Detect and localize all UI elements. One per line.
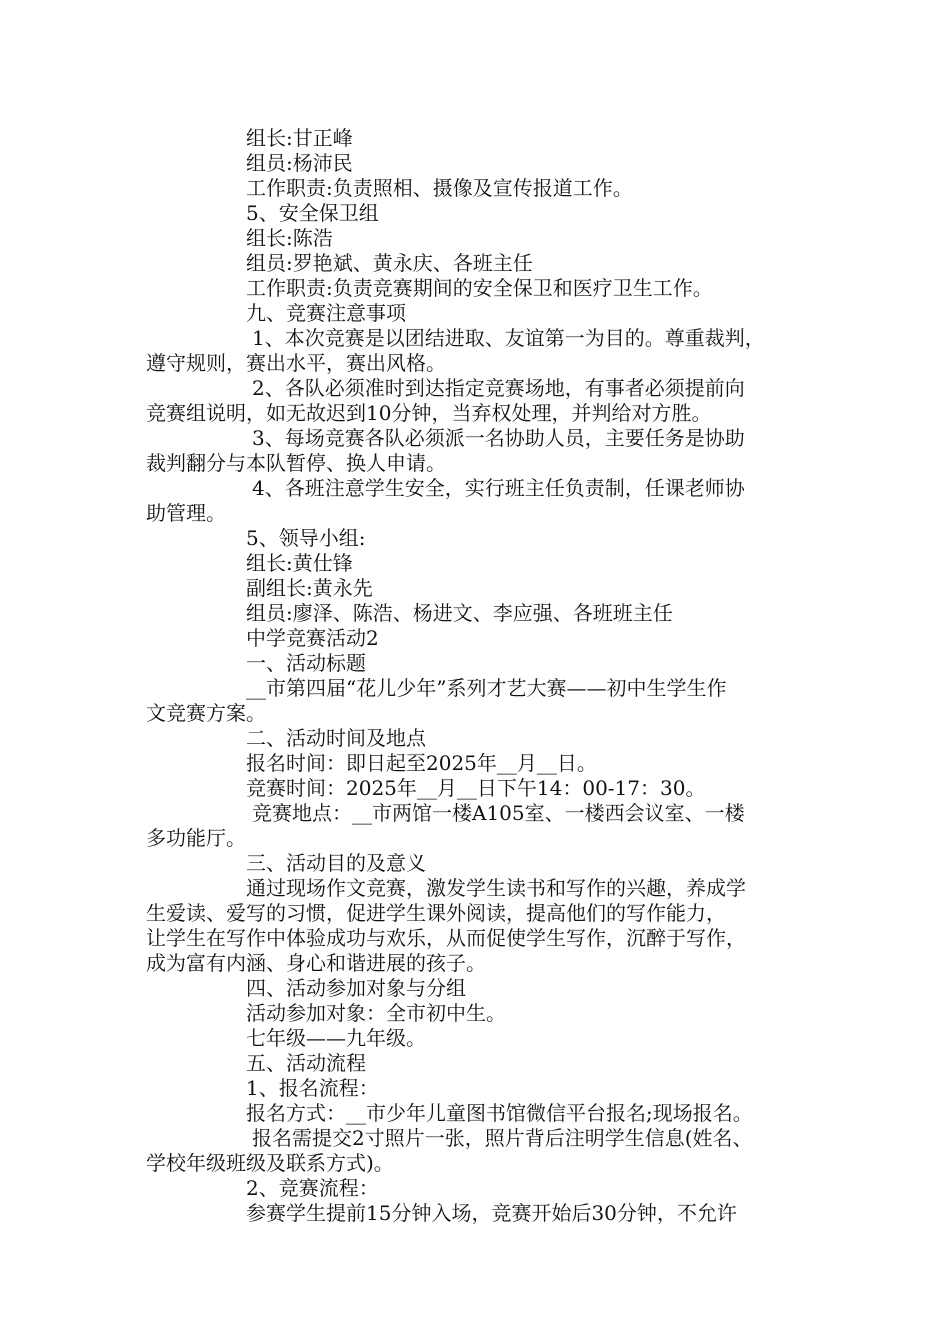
text-line: 组长:黄仕锋 <box>246 551 353 575</box>
text-line: 1、本次竞赛是以团结进取、友谊第一为目的。尊重裁判， <box>252 326 765 350</box>
section-heading: 一、活动标题 <box>246 651 366 675</box>
text-line: 2、各队必须准时到达指定竞赛场地，有事者必须提前向 <box>252 376 745 400</box>
text-line: 组员:杨沛民 <box>246 151 353 175</box>
section-heading: 五、活动流程 <box>246 1051 366 1075</box>
section-heading: 二、活动时间及地点 <box>246 726 426 750</box>
section-heading: 2、竞赛流程： <box>246 1176 379 1200</box>
text-line: __市第四届“花儿少年”系列才艺大赛——初中生学生作 <box>246 676 727 700</box>
text-line: 4、各班注意学生安全，实行班主任负责制，任课老师协 <box>252 476 745 500</box>
text-line: 报名时间：即日起至2025年__月__日。 <box>246 751 597 775</box>
section-heading: 5、安全保卫组 <box>246 201 379 225</box>
text-line: 组长:陈浩 <box>246 226 333 250</box>
text-line: 裁判翻分与本队暂停、换人申请。 <box>146 451 446 475</box>
document-title: 中学竞赛活动2 <box>246 626 379 650</box>
text-line: 学校年级班级及联系方式)。 <box>146 1151 394 1175</box>
text-line: 文竞赛方案。 <box>146 701 266 725</box>
text-line: 报名方式：__市少年儿童图书馆微信平台报名;现场报名。 <box>246 1101 753 1125</box>
text-line: 工作职责:负责竞赛期间的安全保卫和医疗卫生工作。 <box>246 276 713 300</box>
text-line: 组员:廖泽、陈浩、杨进文、李应强、各班班主任 <box>246 601 673 625</box>
text-line: 副组长:黄永先 <box>246 576 373 600</box>
text-line: 活动参加对象：全市初中生。 <box>246 1001 506 1025</box>
text-line: 七年级——九年级。 <box>246 1026 426 1050</box>
text-line: 竞赛组说明，如无故迟到10分钟，当弃权处理，并判给对方胜。 <box>146 401 712 425</box>
text-line: 3、每场竞赛各队必须派一名协助人员，主要任务是协助 <box>252 426 745 450</box>
section-heading: 三、活动目的及意义 <box>246 851 426 875</box>
text-line: 生爱读、爱写的习惯，促进学生课外阅读，提高他们的写作能力， <box>146 901 726 925</box>
section-heading: 九、竞赛注意事项 <box>246 301 406 325</box>
text-line: 助管理。 <box>146 501 226 525</box>
text-line: 报名需提交2寸照片一张，照片背后注明学生信息(姓名、 <box>252 1126 753 1150</box>
section-heading: 四、活动参加对象与分组 <box>246 976 466 1000</box>
text-line: 通过现场作文竞赛，激发学生读书和写作的兴趣，养成学 <box>246 876 746 900</box>
text-line: 遵守规则，赛出水平，赛出风格。 <box>146 351 446 375</box>
text-line: 竞赛时间：2025年__月__日下午14：00-17：30。 <box>246 776 706 800</box>
text-line: 工作职责:负责照相、摄像及宣传报道工作。 <box>246 176 633 200</box>
text-line: 多功能厅。 <box>146 826 246 850</box>
text-line: 成为富有内涵、身心和谐进展的孩子。 <box>146 951 486 975</box>
text-line: 组员:罗艳斌、黄永庆、各班主任 <box>246 251 533 275</box>
section-heading: 5、领导小组: <box>246 526 366 550</box>
section-heading: 1、报名流程： <box>246 1076 379 1100</box>
text-line: 竞赛地点：__市两馆一楼A105室、一楼西会议室、一楼 <box>252 801 745 825</box>
text-line: 组长:甘正峰 <box>246 126 353 150</box>
text-line: 让学生在写作中体验成功与欢乐，从而促使学生写作，沉醉于写作， <box>146 926 746 950</box>
text-line: 参赛学生提前15分钟入场，竞赛开始后30分钟，不允许 <box>246 1201 737 1225</box>
